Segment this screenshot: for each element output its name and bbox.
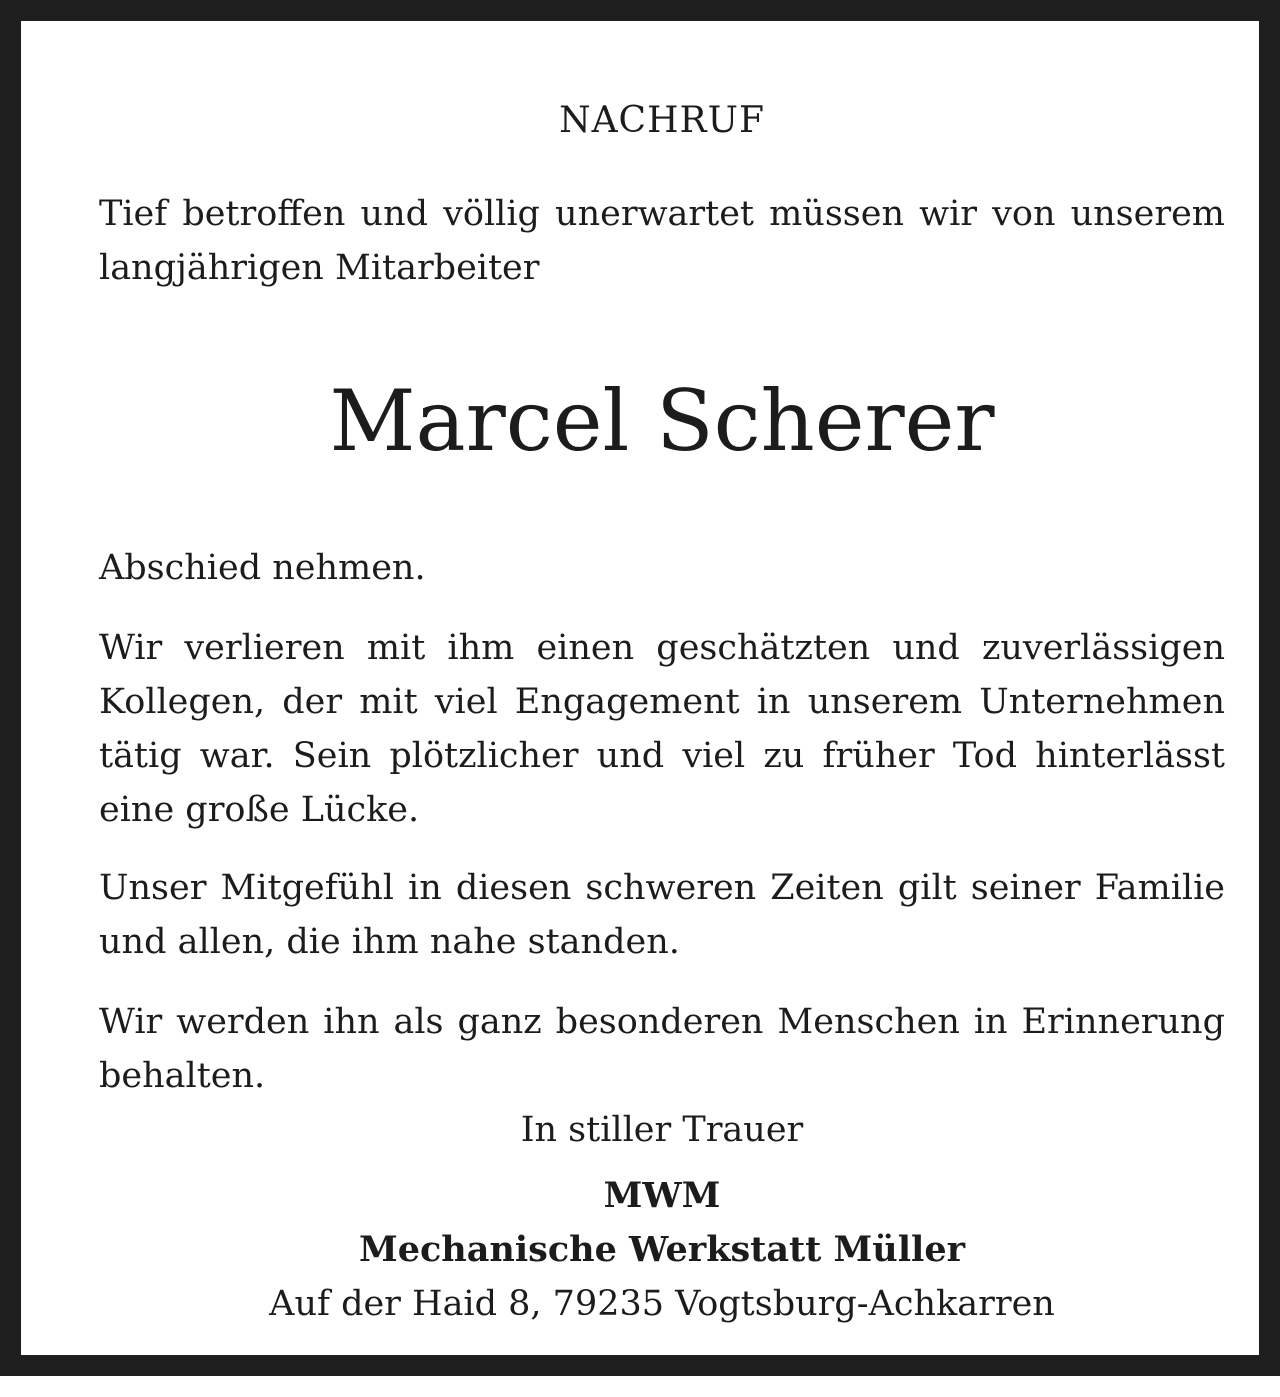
company-address: Auf der Haid 8, 79235 Vogtsburg-Achkarren — [269, 1284, 1055, 1324]
deceased-name: Marcel Scherer — [329, 372, 995, 470]
tribute-paragraph: Wir verlieren mit ihm einen geschätzten und zuverlässigen Kollegen, der mit viel Engagement in unserem Unternehmen tätig war. Sein plötzlicher und viel zu früher Tod hinterlässt eine große Lücke. — [99, 628, 1225, 830]
farewell-text: Abschied nehmen. — [99, 548, 426, 588]
company-short-name: MWM — [603, 1175, 721, 1216]
sympathy-paragraph: Unser Mitgefühl in diesen schweren Zeiten gilt seiner Familie und allen, die ihm nahe standen. — [99, 868, 1225, 962]
closing-text: In stiller Trauer — [520, 1110, 804, 1150]
remembrance-paragraph: Wir werden ihn als ganz besonderen Menschen in Erinnerung behalten. — [99, 1002, 1225, 1096]
obituary-content — [99, 21, 1225, 1397]
company-name: Mechanische Werkstatt Müller — [358, 1229, 966, 1270]
intro-text: Tief betroffen und völlig unerwartet müssen wir von unserem langjährigen Mitarbeiter — [99, 194, 1225, 288]
notice-heading: NACHRUF — [559, 100, 765, 141]
